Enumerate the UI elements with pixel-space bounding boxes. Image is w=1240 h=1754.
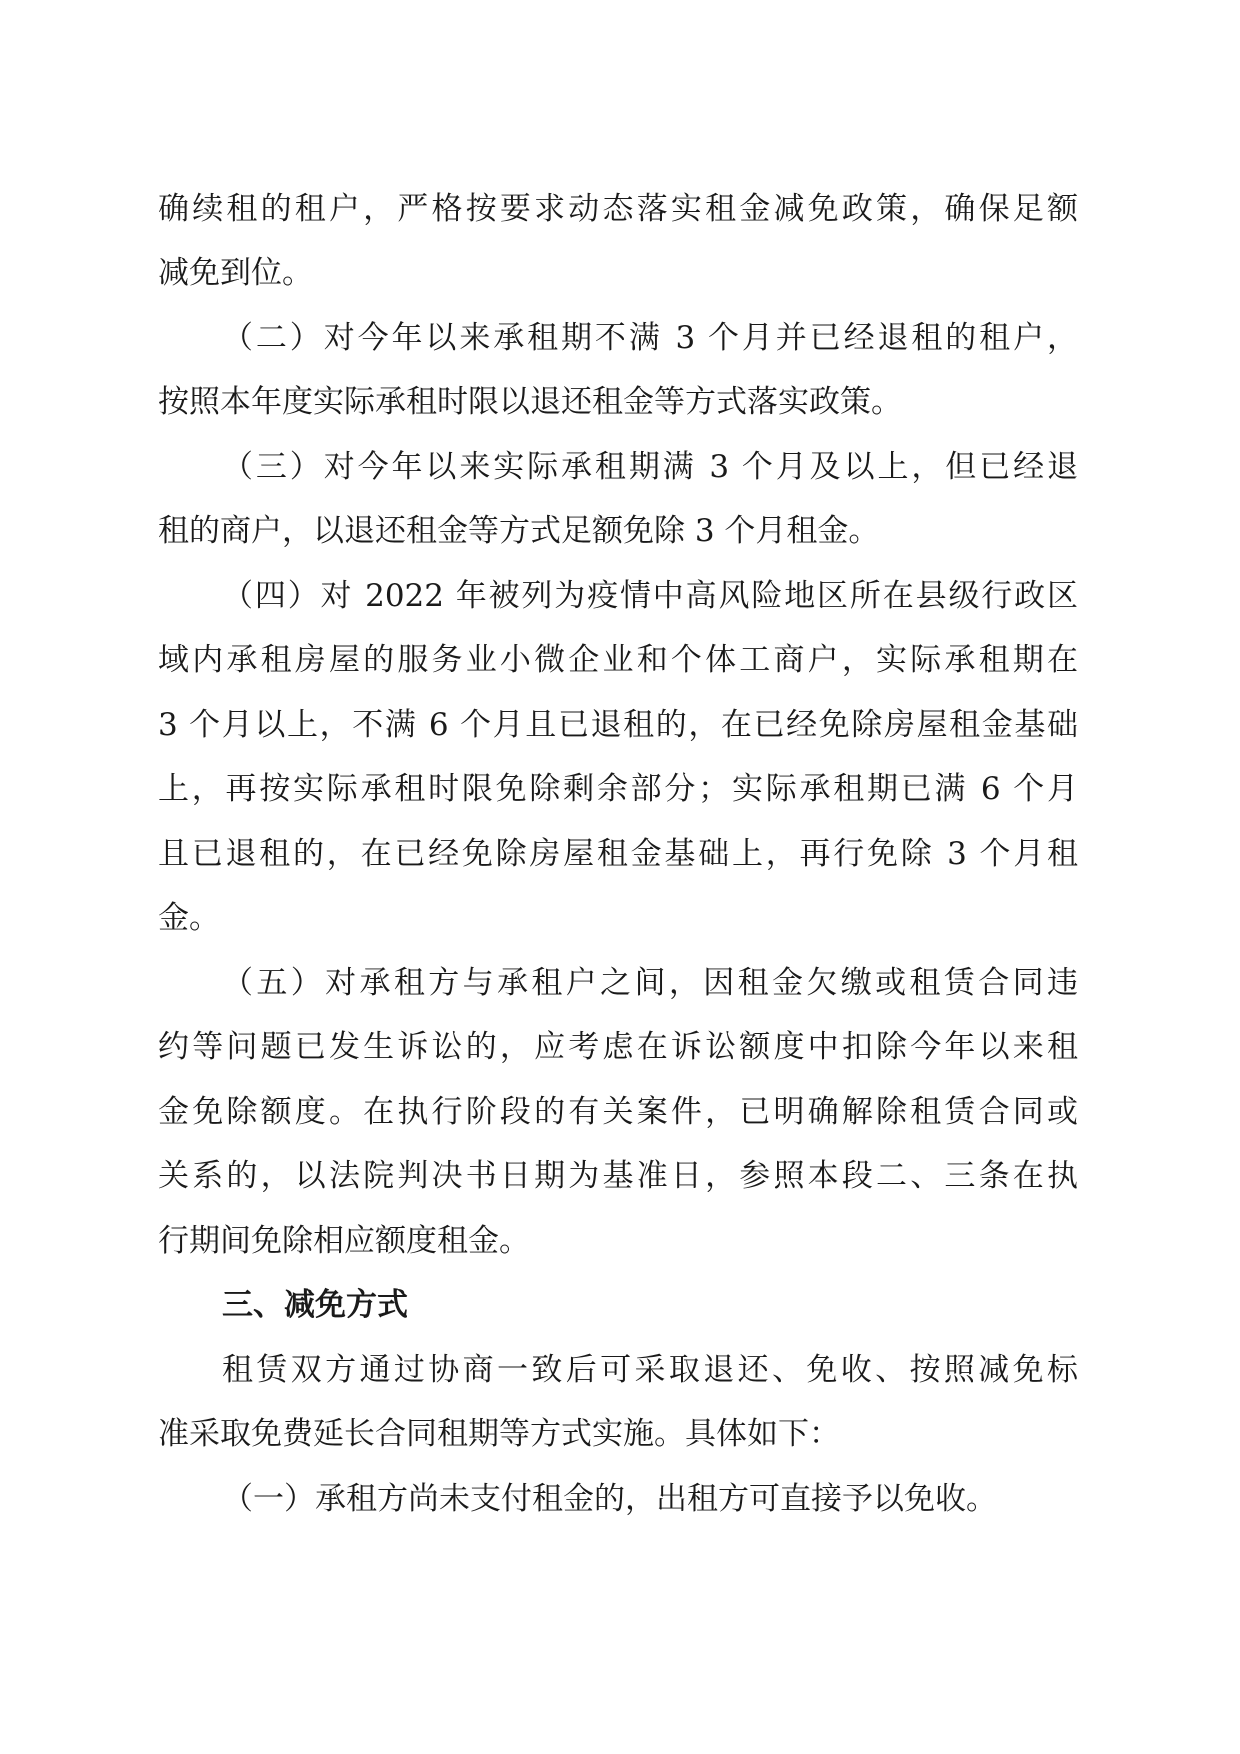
text-line: 且已退租的，在已经免除房屋租金基础上，再行免除 3 个月租: [158, 836, 1078, 872]
text-line: 确续租的租户，严格按要求动态落实租金减免政策，确保足额: [158, 191, 1078, 227]
text-line: 域内承租房屋的服务业小微企业和个体工商户，实际承租期在: [158, 642, 1078, 678]
text-line: 关系的，以法院判决书日期为基准日，参照本段二、三条在执: [158, 1158, 1078, 1194]
text-line: 按照本年度实际承租时限以退还租金等方式落实政策。: [158, 384, 902, 420]
text-line: 行期间免除相应额度租金。: [158, 1223, 530, 1259]
text-line: 租赁双方通过协商一致后可采取退还、免收、按照减免标: [222, 1352, 1078, 1388]
section-heading: 三、减免方式: [222, 1287, 408, 1323]
text-line: （四）对 2022 年被列为疫情中高风险地区所在县级行政区: [222, 578, 1078, 614]
text-line: 准采取免费延长合同租期等方式实施。具体如下：: [158, 1416, 840, 1452]
text-line: 上，再按实际承租时限免除剩余部分；实际承租期已满 6 个月: [158, 771, 1078, 807]
text-line: （二）对今年以来承租期不满 3 个月并已经退租的租户，: [222, 320, 1078, 356]
text-line: （五）对承租方与承租户之间，因租金欠缴或租赁合同违: [222, 965, 1078, 1001]
text-line: 金。: [158, 900, 220, 936]
text-line: 减免到位。: [158, 255, 313, 291]
text-line: （一）承租方尚未支付租金的，出租方可直接予以免收。: [222, 1481, 997, 1517]
text-line: 金免除额度。在执行阶段的有关案件，已明确解除租赁合同或: [158, 1094, 1078, 1130]
text-line: 租的商户，以退还租金等方式足额免除 3 个月租金。: [158, 513, 880, 549]
text-line: 约等问题已发生诉讼的，应考虑在诉讼额度中扣除今年以来租: [158, 1029, 1078, 1065]
text-line: （三）对今年以来实际承租期满 3 个月及以上，但已经退: [222, 449, 1078, 485]
text-line: 3 个月以上，不满 6 个月且已退租的，在已经免除房屋租金基础: [158, 707, 1078, 743]
